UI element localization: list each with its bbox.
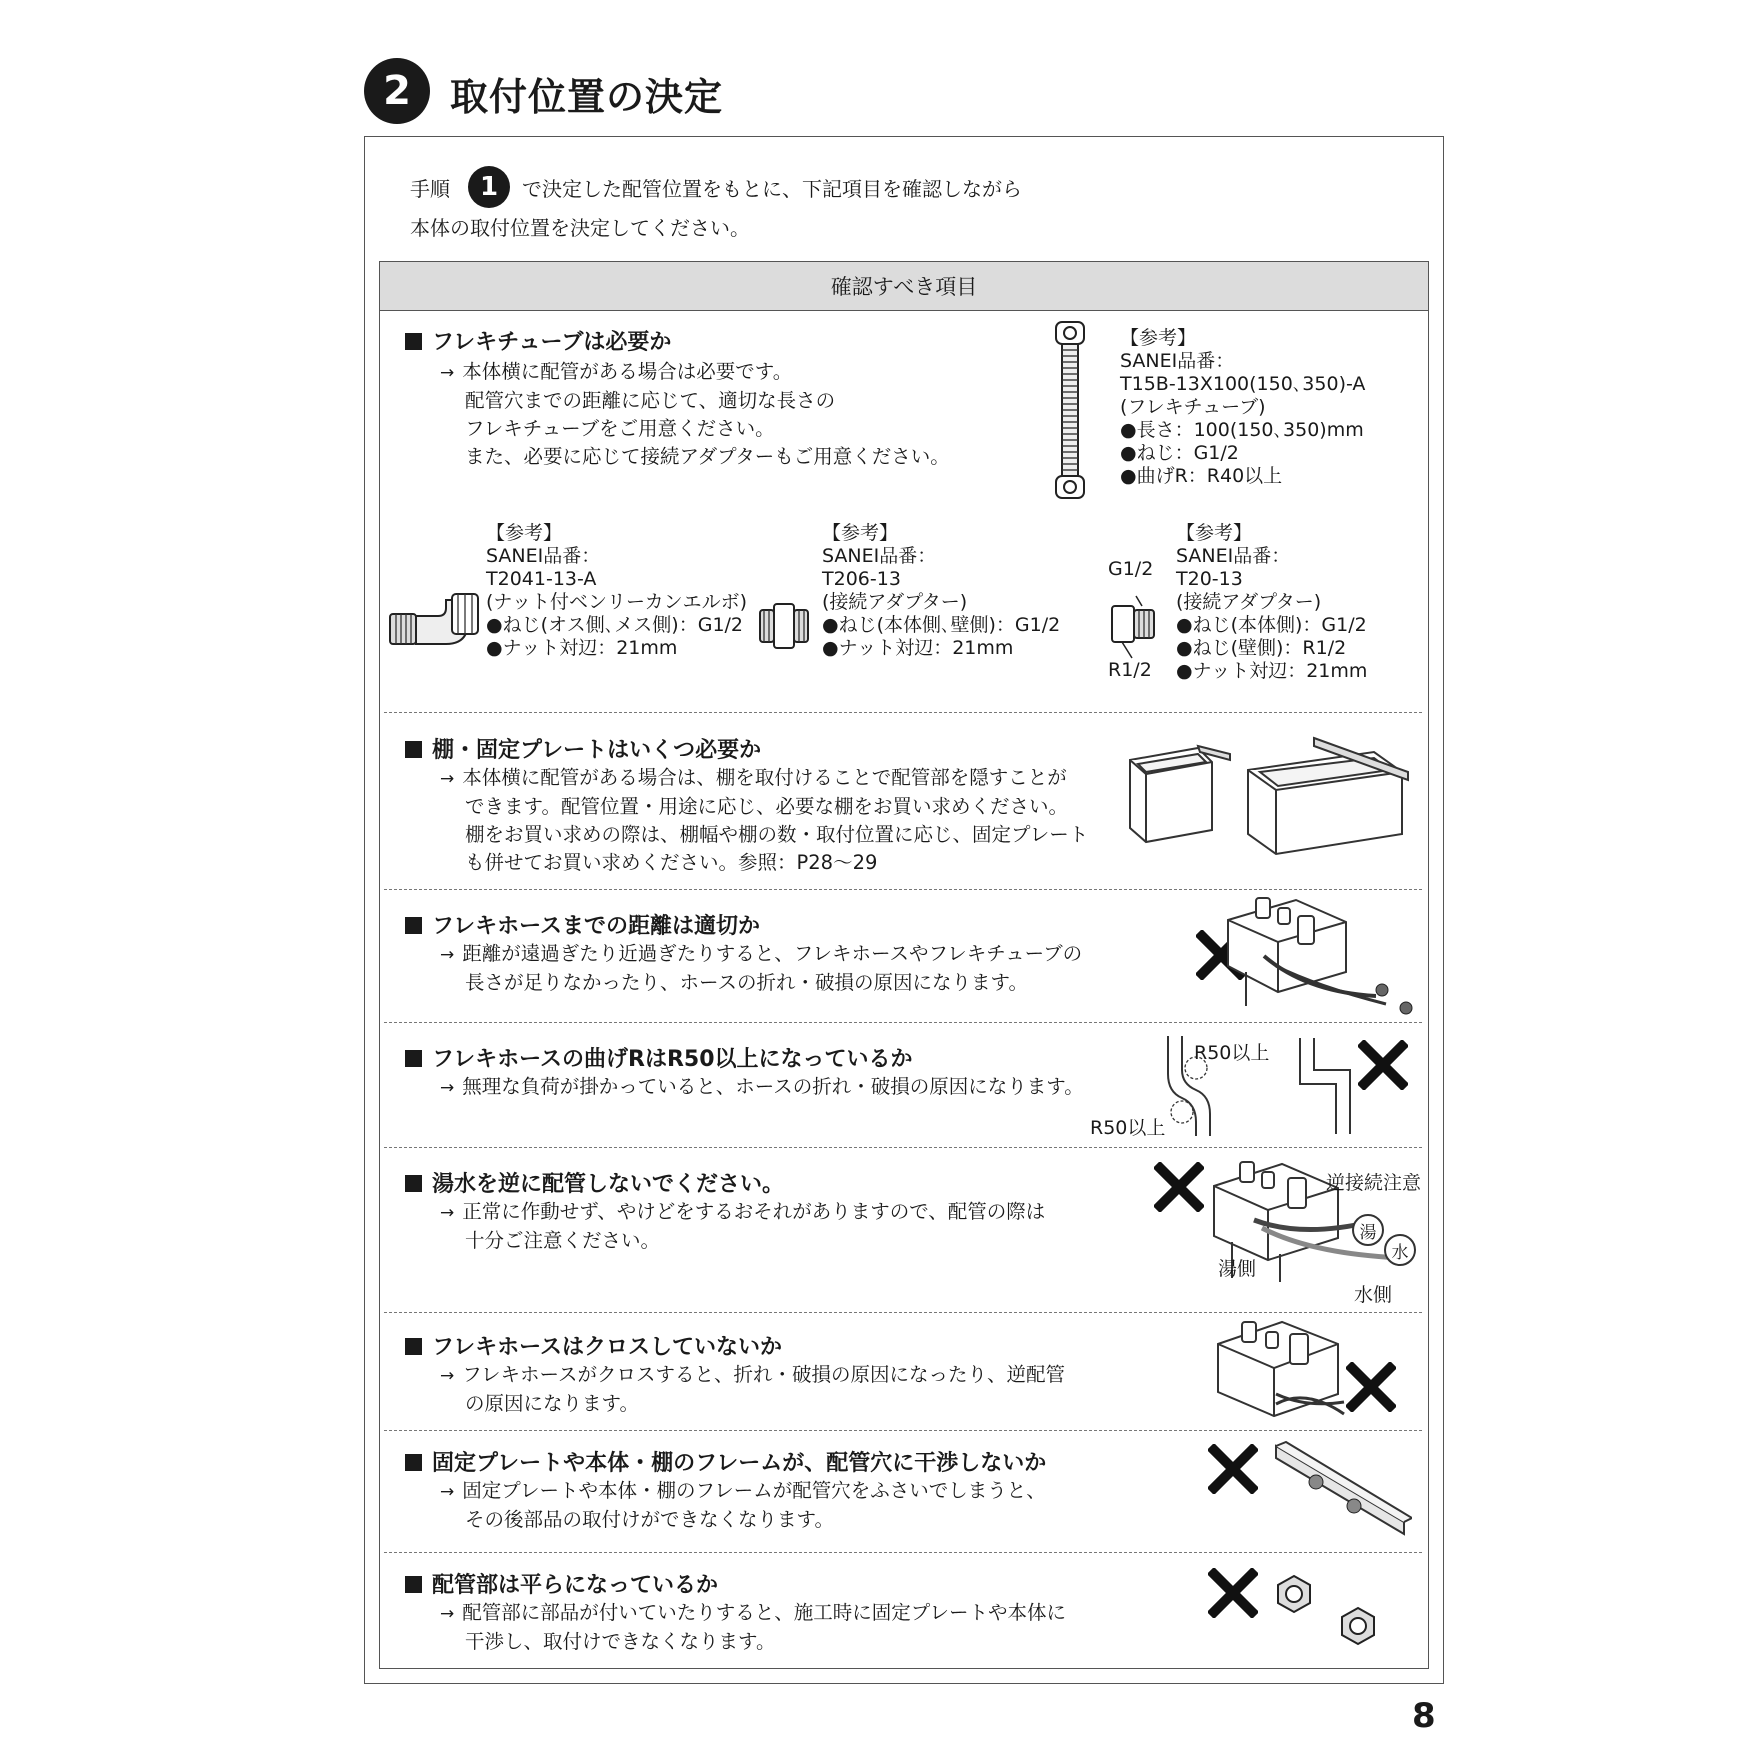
ref-adapter-2: 【参考】 SANEI品番： T20-13 (接続アダプター) ●ねじ(本体側)：G1/2 ●ねじ(壁側)：R1/2 ●ナット対辺：21mm — [1176, 522, 1368, 682]
adapter-illustration — [758, 598, 810, 654]
bullet-square — [405, 1175, 422, 1192]
elbow-fitting-illustration — [388, 592, 480, 656]
item-heading: 棚・固定プレートはいくつ必要か — [405, 733, 761, 764]
flex-tube-illustration — [1052, 320, 1088, 500]
ref-elbow: 【参考】 SANEI品番： T2041-13-A (ナット付ベンリーカンエルボ) ●ねじ(オス側､メス側)：G1/2 ●ナット対辺：21mm — [486, 522, 748, 659]
bullet-square — [405, 333, 422, 350]
bullet-square — [405, 1576, 422, 1593]
label-hot-side: 湯側 — [1218, 1258, 1257, 1280]
intro-prefix: 手順 — [410, 176, 450, 201]
item-heading: フレキホースはクロスしていないか — [405, 1330, 782, 1361]
bullet-square — [405, 1338, 422, 1355]
hex-nut-icon — [1274, 1574, 1314, 1614]
shelf-illustration — [1128, 730, 1418, 876]
adapter-illustration — [1108, 592, 1160, 662]
ng-mark-icon — [1154, 1162, 1204, 1212]
divider — [384, 1430, 1422, 1431]
item-heading: フレキチューブは必要か — [405, 325, 671, 356]
page-number: 8 — [1412, 1696, 1436, 1736]
label-reverse-caution: 逆接続注意 — [1326, 1172, 1422, 1194]
divider — [384, 1022, 1422, 1023]
label-r12: R1/2 — [1108, 659, 1152, 681]
divider — [384, 1552, 1422, 1553]
divider — [384, 889, 1422, 890]
intro-line1-text: で決定した配管位置をもとに、下記項目を確認しながら — [522, 176, 1022, 201]
ref-adapter-1: 【参考】 SANEI品番： T206-13 (接続アダプター) ●ねじ(本体側､壁側)：G1/2 ●ナット対辺：21mm — [822, 522, 1061, 659]
divider — [384, 1312, 1422, 1313]
plate-interference-illustration — [1272, 1440, 1412, 1540]
item-heading: 固定プレートや本体・棚のフレームが、配管穴に干渉しないか — [405, 1446, 1046, 1477]
item-body: → 距離が遠過ぎたり近過ぎたりすると、フレキホースやフレキチューブの 長さが足りなかったり、ホースの折れ・破損の原因になります。 — [440, 942, 1083, 994]
label-r50-bottom: R50以上 — [1090, 1117, 1166, 1139]
item-body: → 正常に作動せず、やけどをするおそれがありますので、配管の際は 十分ご注意ください。 — [440, 1200, 1046, 1252]
crossed-hose-illustration — [1216, 1318, 1346, 1422]
faucet-hose-illustration — [1226, 896, 1416, 1020]
bullet-square — [405, 1050, 422, 1067]
divider — [384, 712, 1422, 713]
page-title: 取付位置の決定 — [450, 75, 724, 119]
ng-mark-icon — [1358, 1040, 1408, 1090]
item-heading: 配管部は平らになっているか — [405, 1568, 718, 1599]
ref-flex-tube: 【参考】 SANEI品番： T15B-13X100(150､350)-A (フレキチューブ) ●長さ：100(150､350)mm ●ねじ：G1/2 ●曲げR：R40以上 — [1120, 327, 1366, 487]
label-r50-top: R50以上 — [1194, 1042, 1270, 1064]
ng-mark-icon — [1346, 1362, 1396, 1412]
label-g12: G1/2 — [1108, 558, 1154, 580]
step-number-badge: 2 — [364, 58, 430, 124]
label-water-side: 水側 — [1354, 1284, 1393, 1306]
bullet-square — [405, 917, 422, 934]
item-body: → 本体横に配管がある場合は必要です。 配管穴までの距離に応じて、適切な長さの フレキチューブをご用意ください。 また、必要に応じて接続アダプターもご用意ください。 — [440, 360, 950, 468]
ref-step-badge: 1 — [468, 166, 510, 208]
item-body: → フレキホースがクロスすると、折れ・破損の原因になったり、逆配管 の原因になります。 — [440, 1363, 1065, 1415]
item-body: → 無理な負荷が掛かっていると、ホースの折れ・破損の原因になります。 — [440, 1075, 1084, 1098]
item-heading: フレキホースまでの距離は適切か — [405, 909, 760, 940]
bullet-square — [405, 1454, 422, 1471]
bullet-square — [405, 741, 422, 758]
hot-badge: 湯 — [1352, 1214, 1384, 1246]
sharp-bend-illustration — [1296, 1036, 1356, 1136]
water-badge: 水 — [1384, 1234, 1416, 1266]
item-body: → 配管部に部品が付いていたりすると、施工時に固定プレートや本体に 干渉し、取付けできなくなります。 — [440, 1601, 1066, 1653]
item-body: → 本体横に配管がある場合は、棚を取付けることで配管部を隠すことが できます。配管位置・用途に応じ、必要な棚をお買い求めください。 棚をお買い求めの際は、棚幅や棚の数・取付位置に応じ、固定プレート も併せてお買い求めください。参照：P28〜29 — [440, 766, 1089, 874]
item-heading: フレキホースの曲げRはR50以上になっているか — [405, 1042, 913, 1073]
intro-line-1 — [410, 166, 1022, 208]
table-header: 確認すべき項目 — [380, 262, 1428, 311]
intro-line-2: 本体の取付位置を決定してください。 — [410, 216, 750, 240]
item-body: → 固定プレートや本体・棚のフレームが配管穴をふさいでしまうと、 その後部品の取付けができなくなります。 — [440, 1479, 1046, 1531]
ng-mark-icon — [1208, 1568, 1258, 1618]
item-heading: 湯水を逆に配管しないでください。 — [405, 1167, 784, 1198]
ng-mark-icon — [1208, 1444, 1258, 1494]
divider — [384, 1147, 1422, 1148]
hex-nut-icon — [1338, 1606, 1378, 1646]
